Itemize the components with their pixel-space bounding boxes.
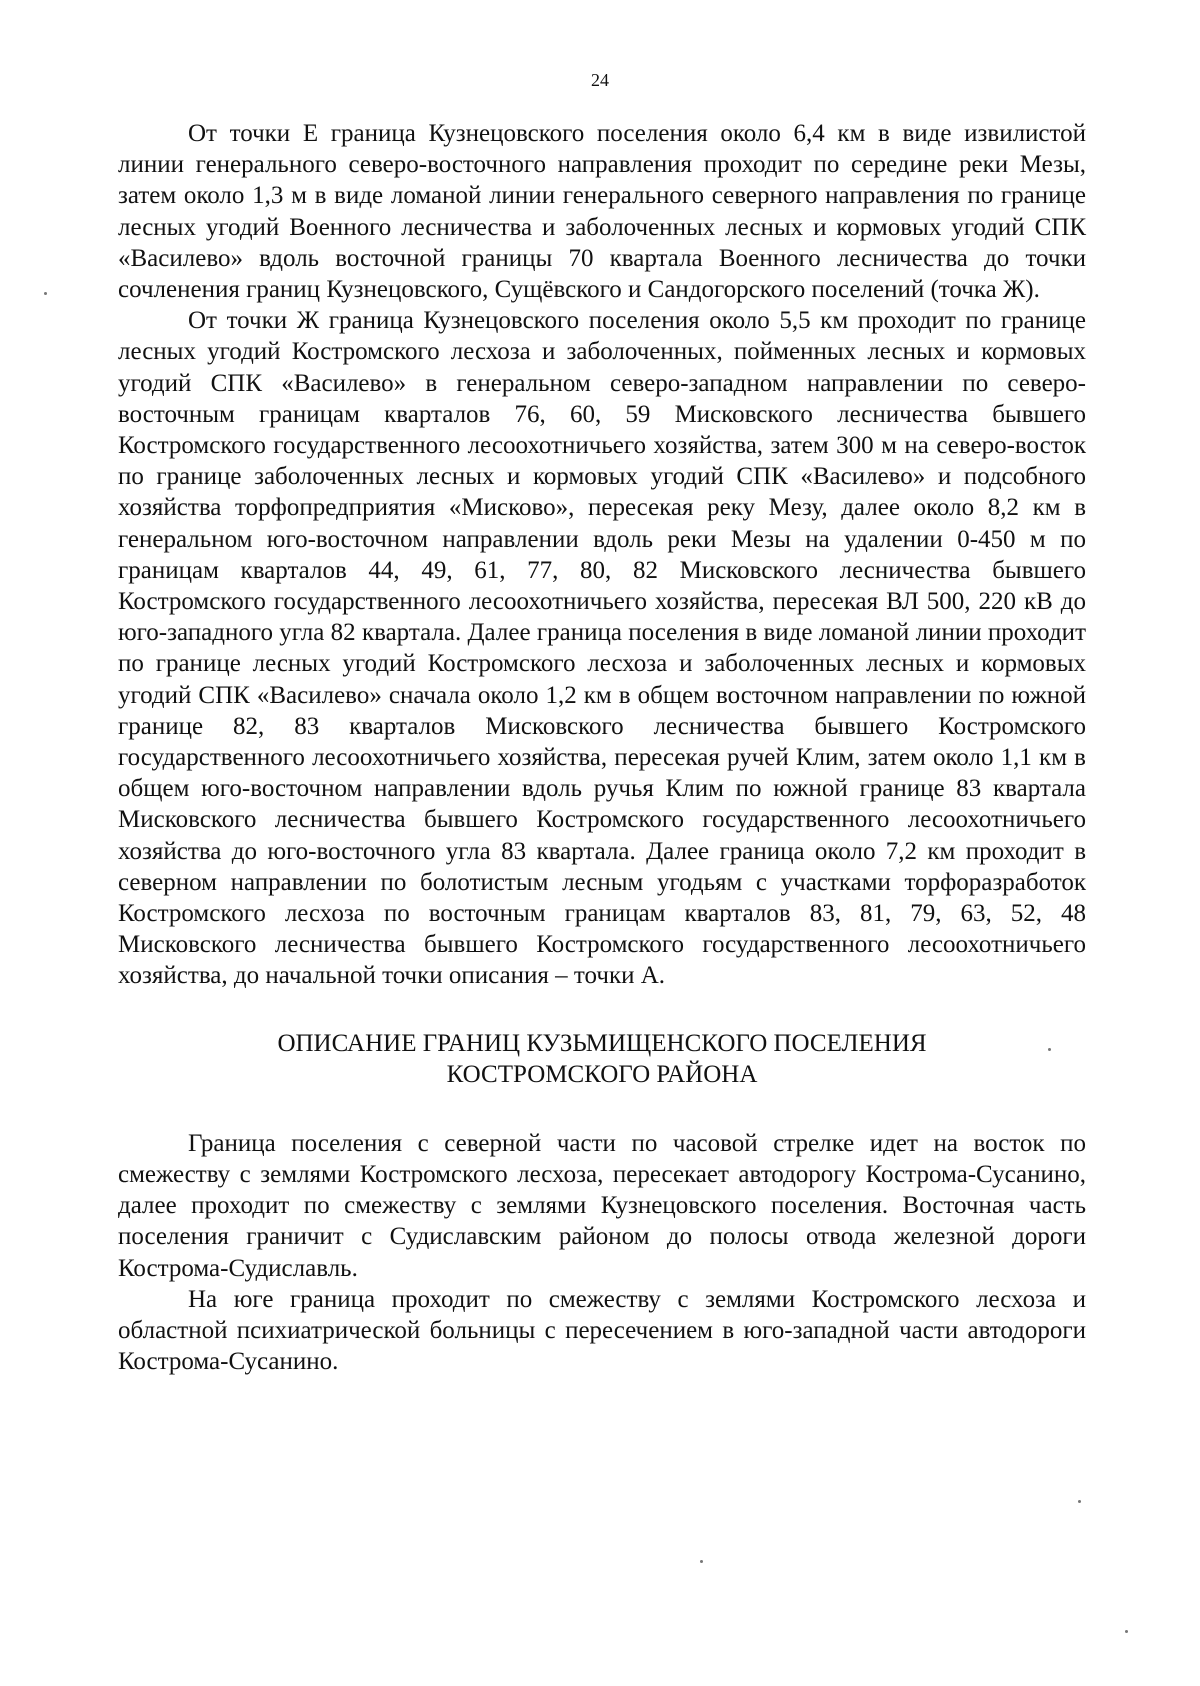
scan-speck (1078, 1500, 1081, 1503)
paragraph-south-border: На юге граница проходит по смежеству с землями Костромского лесхоза и областной психиатрической больницы с пересечением в юго-западной части автодороги Кострома-Сусанино. (118, 1285, 1086, 1376)
scan-speck (700, 1560, 703, 1563)
scan-speck (1048, 1048, 1051, 1051)
paragraph-point-zh: От точки Ж граница Кузнецовского поселения около 5,5 км проходит по границе лесных угодий Костромского лесхоза и заболоченных, пойменных лесных и кормовых угодий СПК «Василево» в генеральном северо-западном направлении по северо-восточным границам кварталов 76, 60, 59 Мисковского лесничества бывшего Костромского государственного лесоохотничьего хозяйства, затем 300 м на северо-восток по границе заболоченных лесных и кормовых угодий СПК «Василево» и подсобного хозяйства торфопредприятия «Мисково», пересекая реку Мезу, далее около 8,2 км в генеральном юго-восточном направлении вдоль реки Мезы на удалении 0-450 м по границам кварталов 44, 49, 61, 77, 80, 82 Мисковского лесничества бывшего Костромского государственного лесоохотничьего хозяйства, пересекая ВЛ 500, 220 кВ до юго-западного угла 82 квартала. Далее граница поселения в виде ломаной линии проходит по границе лесных угодий Костромского лесхоза и заболоченных лесных и кормовых угодий СПК «Василево» сначала около 1,2 км в общем восточном направлении по южной границе 82, 83 кварталов Мисковского лесничества бывшего Костромского государственного лесоохотничьего хозяйства, пересекая ручей Клим, затем около 1,1 км в общем юго-восточном направлении вдоль ручья Клим по южной границе 83 квартала Мисковского лесничества бывшего Костромского государственного лесоохотничьего хозяйства до юго-восточного угла 83 квартала. Далее граница около 7,2 км проходит в северном направлении по болотистым лесным угодьям с участками торфоразработок Костромского лесхоза по восточным границам кварталов 83, 81, 79, 63, 52, 48 Мисковского лесничества бывшего Костромского государственного лесоохотничьего хозяйства, до начальной точки описания – точки А. (118, 307, 1086, 990)
scan-speck (1125, 1630, 1128, 1633)
section-heading-line-2: КОСТРОМСКОГО РАЙОНА (446, 1060, 758, 1088)
paragraph-north-east-border: Граница поселения с северной части по часовой стрелке идет на восток по смежеству с землями Костромского лесхоза, пересекает автодорогу Кострома-Сусанино, далее проходит по смежеству с землями Кузнецовского поселения. Восточная часть поселения граничит с Судиславским районом до полосы отвода железной дороги Кострома-Судиславль. (118, 1129, 1086, 1282)
document-body (118, 118, 1086, 1377)
paragraph-point-e: От точки Е граница Кузнецовского поселения около 6,4 км в виде извилистой линии генерального северо-восточного направления проходит по середине реки Мезы, затем около 1,3 м в виде ломаной линии генерального северного направления по границе лесных угодий Военного лесничества и заболоченных лесных и кормовых угодий СПК «Василево» вдоль восточной границы 70 квартала Военного лесничества до точки сочленения границ Кузнецовского, Сущёвского и Сандогорского поселений (точка Ж). (118, 120, 1086, 304)
page-number: 24 (591, 70, 609, 90)
scan-speck (44, 292, 47, 295)
section-heading-line-1: ОПИСАНИЕ ГРАНИЦ КУЗЬМИЩЕНСКОГО ПОСЕЛЕНИЯ (277, 1029, 927, 1057)
section-heading (118, 1028, 1086, 1090)
